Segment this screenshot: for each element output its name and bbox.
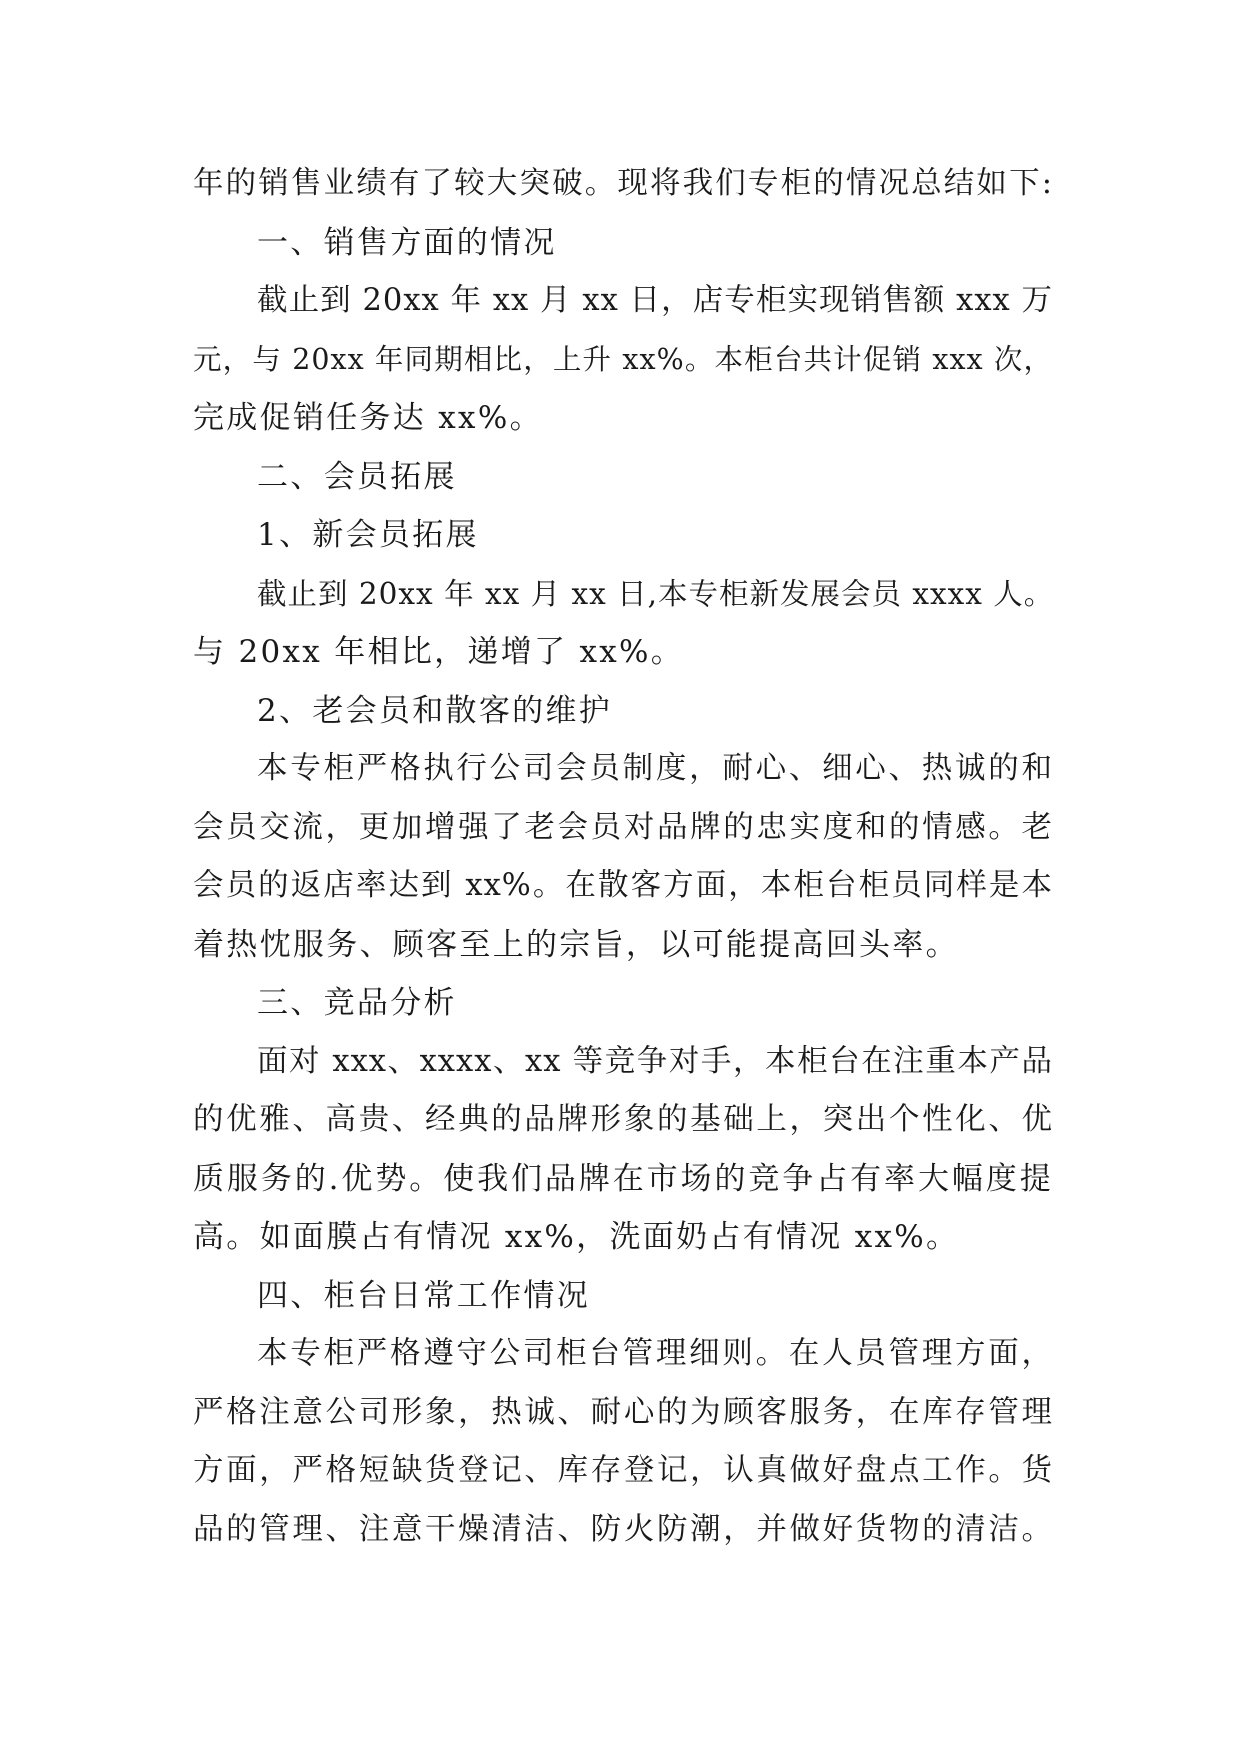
document-body — [193, 155, 1053, 1559]
document-line: 面对 xxx、xxxx、xx 等竞争对手，本柜台在注重本产品 — [257, 1043, 1053, 1079]
document-line: 2、老会员和散客的维护 — [257, 692, 613, 729]
document-line: 截止到 20xx 年 xx 月 xx 日，店专柜实现销售额 xxx 万 — [257, 283, 1053, 318]
document-line: 的优雅、高贵、经典的品牌形象的基础上，突出个性化、优 — [193, 1102, 1053, 1137]
document-line: 着热忱服务、顾客至上的宗旨，以可能提高回头率。 — [193, 926, 959, 963]
document-line: 本专柜严格遵守公司柜台管理细则。在人员管理方面， — [257, 1336, 1053, 1371]
document-line: 年的销售业绩有了较大突破。现将我们专柜的情况总结如下: — [193, 166, 1053, 201]
document-line: 本专柜严格执行公司会员制度，耐心、细心、热诚的和 — [257, 751, 1053, 786]
document-line: 一、销售方面的情况 — [257, 224, 557, 261]
document-line: 品的管理、注意干燥清洁、防火防潮，并做好货物的清洁。 — [193, 1511, 1053, 1547]
document-line: 与 20xx 年相比，递增了 xx%。 — [193, 634, 685, 670]
document-line: 四、柜台日常工作情况 — [257, 1277, 590, 1314]
document-line: 高。如面膜占有情况 xx%，洗面奶占有情况 xx%。 — [193, 1219, 960, 1255]
document-line: 会员的返店率达到 xx%。在散客方面，本柜台柜员同样是本 — [193, 868, 1053, 903]
document-line: 元，与 20xx 年同期相比，上升 xx%。本柜台共计促销 xxx 次， — [193, 342, 1053, 376]
document-line: 完成促销任务达 xx%。 — [193, 400, 543, 436]
document-line: 截止到 20xx 年 xx 月 xx 日,本专柜新发展会员 xxxx 人。 — [257, 576, 1055, 611]
document-line: 二、会员拓展 — [257, 458, 457, 495]
document-line: 会员交流，更加增强了老会员对品牌的忠实度和的情感。老 — [193, 809, 1053, 845]
document-line: 三、竞品分析 — [257, 985, 457, 1021]
document-line: 质服务的.优势。使我们品牌在市场的竞争占有率大幅度提 — [193, 1160, 1053, 1197]
document-line: 方面，严格短缺货登记、库存登记，认真做好盘点工作。货 — [193, 1453, 1053, 1488]
document-line: 1、新会员拓展 — [257, 517, 479, 553]
document-line: 严格注意公司形象，热诚、耐心的为顾客服务，在库存管理 — [193, 1394, 1053, 1430]
